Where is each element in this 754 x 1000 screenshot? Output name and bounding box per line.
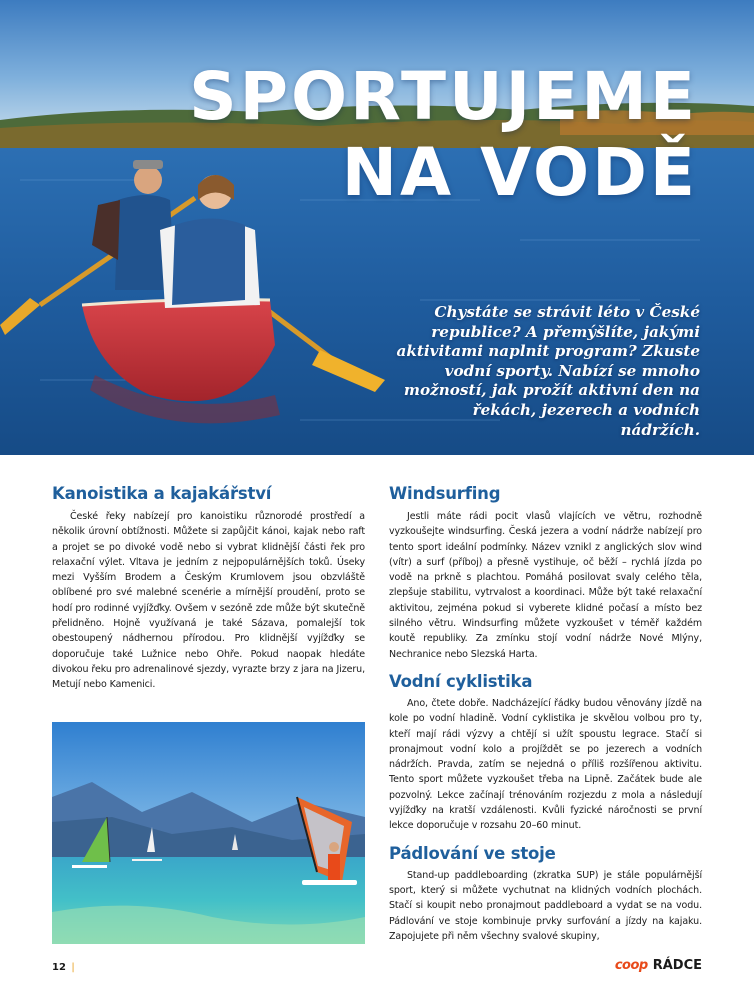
text-cyklistika: Ano, čtete dobře. Nadcházející řádky budou věnovány jízdě na kole po vodní hladině. Vodní cyklistika je skvělou volbou pro ty, kteří mají rádi výzvy a chtějí si užít spoustu legrace. Stačí si pronajmout vodní kolo a projíždět se po jezerech a vodních nádržích. Pravda, zatím se nejedná o příliš rozšířenou aktivitu. Tento sport můžete vyzkoušet třeba na Lipně. Začátek bude ale pozvolný. Lekce začínají trénováním rozjezdu z mola a následují vyjížďky na kratší vzdálenosti. Kvůli fyzické náročnosti se první lekce doporučuje v rozsahu 20–60 minut.	[389, 697, 702, 832]
page-title	[189, 58, 698, 211]
heading-windsurfing: Windsurfing	[389, 484, 501, 503]
page-number-separator: |	[71, 962, 75, 973]
page-number	[52, 962, 75, 973]
title-line-2: NA VODĚ	[341, 134, 698, 211]
windsurf-photo	[52, 722, 365, 944]
heading-padlovani: Pádlování ve stoje	[389, 843, 556, 863]
left-column	[52, 484, 365, 693]
brand-radce: RÁDCE	[652, 958, 702, 973]
right-column	[389, 484, 702, 944]
lead-paragraph: Chystáte se strávit léto v České republice? A přemýšlíte, jakými aktivitami naplnit program? Zkuste vodní sporty. Nabízí se mnoho možností, jak prožít aktivní den na řekách, jezerech a vodních nádržích.	[396, 303, 700, 439]
page-number-value: 12	[52, 962, 66, 973]
brand-logo	[615, 958, 702, 973]
heading-cyklistika: Vodní cyklistika	[389, 671, 533, 691]
windsurf-illustration	[52, 722, 365, 944]
text-kanoistika: České řeky nabízejí pro kanoistiku různorodé prostředí a několik úrovní obtížnosti. Můžete si zapůjčit kánoi, kajak nebo raft a projet se po divoké vodě nebo si vybrat klidnější části řek pro relaxační výlet. Vltava je jedním z nejpopulárnějších toků. Úseky mezi Vyšším Brodem a Českým Krumlovem jsou obzvláště oblíbené pro své malebné scenérie a mírnější proudění, proto se hodí pro rodinné vyjížďky. Ovšem v sezóně zde může být skutečně přelidněno. Hojně využívaná je také Sázava, pomalejší tok obestoupený nádhernou přírodou. Pro klidnější vyjížďky se doporučuje také Lužnice nebo Ohře. Pokud naopak hledáte divokou řeku pro adrenalinové sjezdy, vyrazte brzy z jara na Jizeru, Metují nebo Kamenici.	[52, 511, 365, 691]
brand-coop: coop	[614, 958, 648, 973]
title-line-1: SPORTUJEME	[189, 58, 698, 135]
hero-photo	[0, 0, 754, 455]
heading-kanoistika: Kanoistika a kajakářství	[52, 484, 272, 503]
text-padlovani: Stand-up paddleboarding (zkratka SUP) je stále populárnější sport, který si můžete vychutnat na klidných vodních plochách. Stačí si koupit nebo pronajmout paddleboard a vydat se na vodu. Pádlování ve stoje kombinuje prvky surfování a jízdy na kajaku. Zapojujete při něm všechny svalové skupiny,	[389, 869, 702, 942]
text-windsurfing: Jestli máte rádi pocit vlasů vlajících ve větru, rozhodně vyzkoušejte windsurfing. Česká jezera a vodní nádrže nabízejí pro tento sport ideální podmínky. Název vznikl z anglických slov wind (vítr) a surf (příboj) a přesně vystihuje, oč běží – rychlá jízda po vodě na prkně s plachtou. Pomáhá posilovat svaly celého těla, zlepšuje stabilitu, vytrvalost a koordinaci. Může být také relaxační aktivitou, zejména pokud si vyberete klidné počasí a místo bez silného větru. Windsurfing můžete vyzkoušet v téměř každém koutě republiky. Za zmínku stojí vodní nádrže Nové Mlýny, Nechranice nebo Slezská Harta.	[389, 511, 702, 660]
